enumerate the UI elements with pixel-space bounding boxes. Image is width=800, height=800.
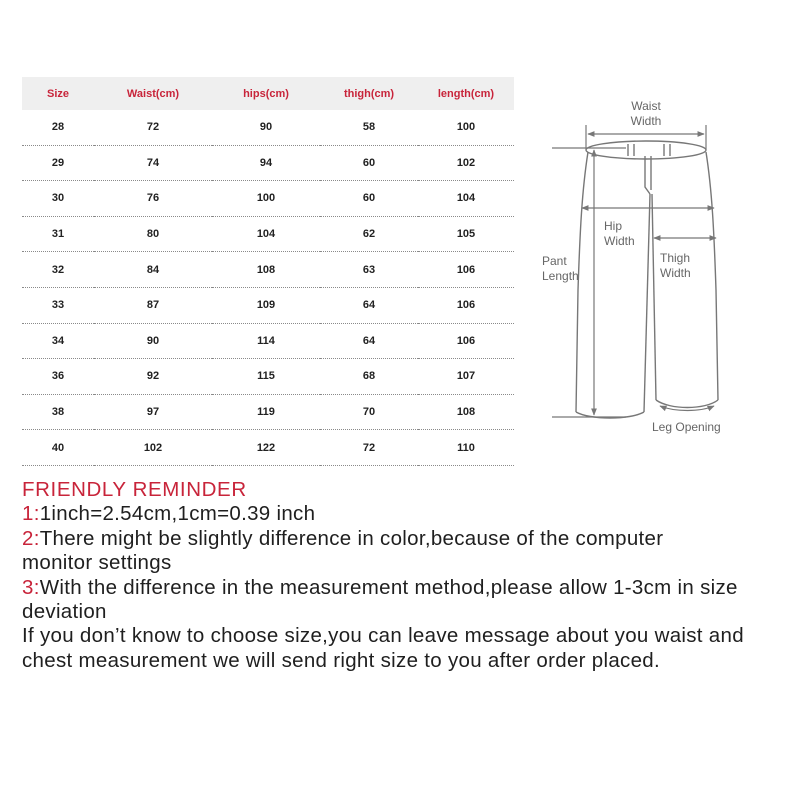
pants-measurement-diagram — [530, 90, 770, 450]
table-row — [22, 252, 514, 288]
cell-waist: 84 — [94, 252, 212, 288]
table-row — [22, 287, 514, 323]
cell-length: 100 — [418, 110, 514, 145]
reminder-item-number: 2: — [22, 526, 40, 550]
reminder-item-text: With the difference in the measurement method,please allow 1-3cm in size deviation — [22, 575, 738, 624]
cell-size: 29 — [22, 145, 94, 181]
label-pant-1: Pant — [542, 254, 567, 268]
cell-thigh: 62 — [320, 216, 418, 252]
table-row — [22, 110, 514, 145]
cell-size: 31 — [22, 216, 94, 252]
cell-thigh: 60 — [320, 145, 418, 181]
cell-size: 36 — [22, 359, 94, 395]
cell-size: 28 — [22, 110, 94, 145]
cell-hips: 114 — [212, 323, 320, 359]
cell-thigh: 70 — [320, 394, 418, 430]
header-thigh: thigh(cm) — [343, 87, 395, 100]
cell-length: 107 — [418, 359, 514, 395]
cell-waist: 76 — [94, 181, 212, 217]
cell-thigh: 60 — [320, 181, 418, 217]
friendly-reminder — [22, 478, 792, 673]
cell-size: 33 — [22, 287, 94, 323]
reminder-item-number: 3: — [22, 575, 40, 599]
reminder-item-2 — [22, 527, 722, 576]
cell-length: 105 — [418, 216, 514, 252]
table-row — [22, 359, 514, 395]
cell-size: 30 — [22, 181, 94, 217]
size-chart-header-row — [22, 77, 514, 110]
cell-thigh: 63 — [320, 252, 418, 288]
cell-waist: 87 — [94, 287, 212, 323]
table-row — [22, 394, 514, 430]
cell-size: 32 — [22, 252, 94, 288]
cell-length: 108 — [418, 394, 514, 430]
cell-length: 106 — [418, 323, 514, 359]
cell-hips: 100 — [212, 181, 320, 217]
reminder-title: FRIENDLY REMINDER — [22, 478, 247, 501]
cell-thigh: 58 — [320, 110, 418, 145]
cell-hips: 119 — [212, 394, 320, 430]
cell-hips: 108 — [212, 252, 320, 288]
label-hip-1: Hip — [604, 219, 623, 233]
table-row — [22, 145, 514, 181]
table-row — [22, 430, 514, 466]
header-waist: Waist(cm) — [126, 87, 180, 100]
label-waist-2: Width — [630, 114, 662, 128]
cell-waist: 97 — [94, 394, 212, 430]
label-hip-2: Width — [604, 234, 635, 248]
cell-thigh: 68 — [320, 359, 418, 395]
reminder-item-number: 1: — [22, 502, 40, 526]
cell-size: 38 — [22, 394, 94, 430]
cell-waist: 102 — [94, 430, 212, 466]
header-length: length(cm) — [437, 87, 495, 100]
label-thigh-1: Thigh — [660, 251, 691, 265]
cell-hips: 109 — [212, 287, 320, 323]
size-chart-table — [22, 77, 514, 466]
cell-size: 40 — [22, 430, 94, 466]
reminder-item-text: 1inch=2.54cm,1cm=0.39 inch — [39, 502, 316, 526]
cell-thigh: 64 — [320, 287, 418, 323]
cell-waist: 92 — [94, 359, 212, 395]
table-row — [22, 181, 514, 217]
cell-size: 34 — [22, 323, 94, 359]
cell-waist: 74 — [94, 145, 212, 181]
label-thigh-2: Width — [660, 266, 691, 280]
cell-length: 106 — [418, 287, 514, 323]
table-row — [22, 323, 514, 359]
cell-waist: 72 — [94, 110, 212, 145]
cell-waist: 80 — [94, 216, 212, 252]
reminder-item-1 — [22, 502, 792, 526]
pants-outline-icon — [576, 141, 718, 418]
cell-hips: 115 — [212, 359, 320, 395]
cell-length: 102 — [418, 145, 514, 181]
cell-length: 110 — [418, 430, 514, 466]
cell-waist: 90 — [94, 323, 212, 359]
cell-hips: 104 — [212, 216, 320, 252]
reminder-item-3 — [22, 576, 752, 625]
table-row — [22, 216, 514, 252]
cell-hips: 122 — [212, 430, 320, 466]
header-hips: hips(cm) — [243, 87, 289, 100]
reminder-item-text: There might be slightly difference in color,because of the computer monitor settings — [22, 526, 664, 575]
reminder-footer: If you don’t know to choose size,you can leave message about you waist and chest measurement we will send right size to you after order placed. — [22, 624, 744, 672]
label-waist-1: Waist — [631, 99, 661, 113]
label-leg-opening: Leg Opening — [652, 420, 721, 434]
cell-thigh: 64 — [320, 323, 418, 359]
cell-hips: 90 — [212, 110, 320, 145]
cell-thigh: 72 — [320, 430, 418, 466]
header-size: Size — [46, 87, 69, 100]
label-pant-2: Length — [542, 269, 579, 283]
cell-length: 104 — [418, 181, 514, 217]
cell-hips: 94 — [212, 145, 320, 181]
cell-length: 106 — [418, 252, 514, 288]
